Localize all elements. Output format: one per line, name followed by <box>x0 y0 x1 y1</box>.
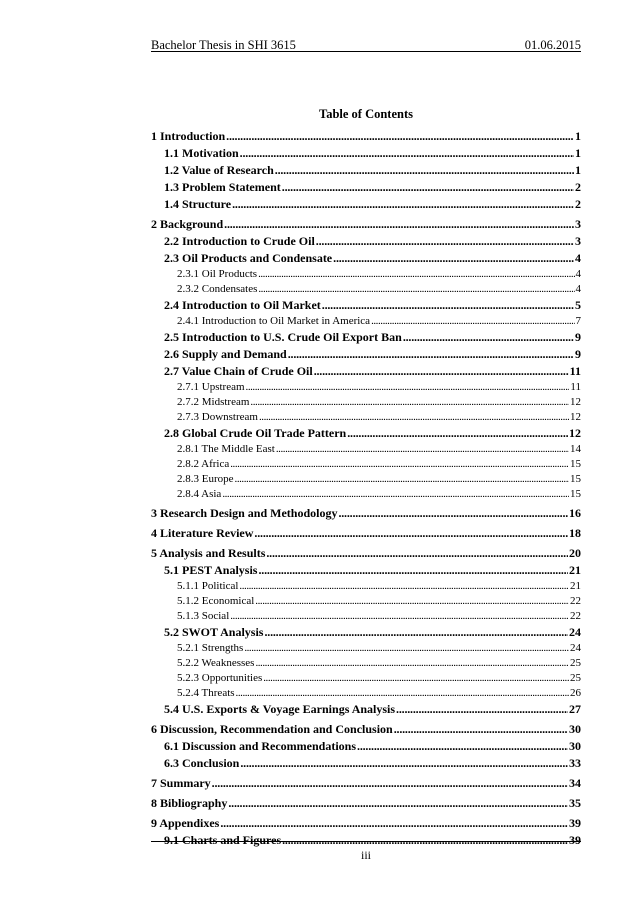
toc-dot-leader <box>396 701 568 718</box>
toc-dot-leader <box>394 721 568 738</box>
toc-entry[interactable] <box>151 701 581 718</box>
toc-dot-leader <box>276 442 569 457</box>
toc-entry[interactable] <box>151 346 581 363</box>
toc-entry-title: 5.2.3 Opportunities <box>177 672 263 684</box>
toc-entry-page: 22 <box>570 595 581 607</box>
toc-entry-page: 39 <box>569 816 581 830</box>
toc-entry-page: 9 <box>575 347 581 361</box>
toc-entry-title: 6.1 Discussion and Recommendations <box>164 739 357 753</box>
toc-entry-page: 15 <box>570 488 581 500</box>
toc-entry-page: 39 <box>569 833 581 847</box>
toc-entry[interactable] <box>151 425 581 442</box>
toc-entry-page: 11 <box>570 381 581 393</box>
toc-entry[interactable] <box>151 795 581 812</box>
toc-entry-title: 5.2.4 Threats <box>177 687 235 699</box>
toc-entry-title: 2.3.2 Condensates <box>177 283 258 295</box>
toc-dot-leader <box>259 410 569 425</box>
toc-entry-title: 6 Discussion, Recommendation and Conclusion <box>151 722 393 736</box>
toc-entry-title: 2.8.1 The Middle East <box>177 443 275 455</box>
toc-entry-page: 4 <box>575 268 581 280</box>
toc-entry-page: 2 <box>575 180 581 194</box>
toc-entry-title: 5.2.2 Weaknesses <box>177 657 255 669</box>
toc-entry-title: 2.5 Introduction to U.S. Crude Oil Export Ban <box>164 330 402 344</box>
toc-dot-leader <box>254 525 568 542</box>
toc-entry-page: 18 <box>569 526 581 540</box>
toc-entry-title: 6.3 Conclusion <box>164 756 240 770</box>
toc-entry[interactable] <box>151 525 581 542</box>
toc-entry-page: 26 <box>570 687 581 699</box>
toc-entry[interactable] <box>151 472 581 487</box>
toc-entry-page: 21 <box>569 563 581 577</box>
toc-entry-title: 2.8 Global Crude Oil Trade Pattern <box>164 426 347 440</box>
toc-entry-page: 21 <box>570 580 581 592</box>
toc-entry-page: 33 <box>569 756 581 770</box>
toc-entry[interactable] <box>151 297 581 314</box>
toc-dot-leader <box>220 815 568 832</box>
toc-entry-title: 8 Bibliography <box>151 796 228 810</box>
toc-entry-page: 16 <box>569 506 581 520</box>
toc-dot-leader <box>338 505 568 522</box>
toc-entry[interactable] <box>151 145 581 162</box>
toc-dot-leader <box>403 329 574 346</box>
toc-dot-leader <box>244 641 569 656</box>
toc-entry-page: 5 <box>575 298 581 312</box>
toc-entry-page: 4 <box>575 251 581 265</box>
toc-dot-leader <box>322 297 574 314</box>
toc-entry[interactable] <box>151 250 581 267</box>
toc-entry-title: 5 Analysis and Results <box>151 546 266 560</box>
toc-entry[interactable] <box>151 233 581 250</box>
toc-entry-title: 5.1 PEST Analysis <box>164 563 258 577</box>
page-number: iii <box>360 848 371 862</box>
toc-entry-title: 9 Appendixes <box>151 816 220 830</box>
toc-entry[interactable] <box>151 545 581 562</box>
toc-entry[interactable] <box>151 671 581 686</box>
toc-entry[interactable] <box>151 686 581 701</box>
toc-entry[interactable] <box>151 363 581 380</box>
toc-dot-leader <box>250 395 569 410</box>
toc-entry[interactable] <box>151 267 581 282</box>
toc-entry[interactable] <box>151 410 581 425</box>
toc-entry-page: 15 <box>570 473 581 485</box>
page-header <box>151 31 581 52</box>
toc-entry-page: 35 <box>569 796 581 810</box>
toc-entry[interactable] <box>151 624 581 641</box>
toc-entry-page: 14 <box>570 443 581 455</box>
toc-entry-title: 1.2 Value of Research <box>164 163 274 177</box>
toc-entry-page: 15 <box>570 458 581 470</box>
header-thesis-title: Bachelor Thesis in SHI 3615 <box>151 38 296 52</box>
toc-entry-page: 27 <box>569 702 581 716</box>
toc-dot-leader <box>240 145 574 162</box>
toc-entry[interactable] <box>151 721 581 738</box>
toc-dot-leader <box>212 775 568 792</box>
toc-entry[interactable] <box>151 314 581 329</box>
toc-entry-title: 5.2 SWOT Analysis <box>164 625 264 639</box>
toc-entry[interactable] <box>151 579 581 594</box>
toc-dot-leader <box>240 755 568 772</box>
toc-dot-leader <box>230 609 569 624</box>
toc-entry[interactable] <box>151 196 581 213</box>
toc-entry-title: 5.2.1 Strengths <box>177 642 244 654</box>
toc-entry[interactable] <box>151 505 581 522</box>
toc-entry-title: 5.1.1 Political <box>177 580 239 592</box>
toc-entry-page: 12 <box>570 396 581 408</box>
toc-entry-title: 3 Research Design and Methodology <box>151 506 338 520</box>
toc-entry-title: 2.3.1 Oil Products <box>177 268 258 280</box>
table-of-contents <box>151 128 581 849</box>
toc-entry-title: 2.7.1 Upstream <box>177 381 245 393</box>
toc-entry-title: 2.8.2 Africa <box>177 458 230 470</box>
toc-entry-page: 25 <box>570 672 581 684</box>
toc-entry-title: 2.7.3 Downstream <box>177 411 258 423</box>
toc-entry-title: 5.4 U.S. Exports & Voyage Earnings Analysis <box>164 702 396 716</box>
toc-dot-leader <box>222 487 569 502</box>
toc-entry-title: 2.2 Introduction to Crude Oil <box>164 234 315 248</box>
toc-entry-title: 1.1 Motivation <box>164 146 239 160</box>
toc-entry-title: 2.3 Oil Products and Condensate <box>164 251 333 265</box>
toc-entry-page: 9 <box>575 330 581 344</box>
toc-dot-leader <box>357 738 568 755</box>
toc-entry[interactable] <box>151 656 581 671</box>
toc-entry-title: 1.4 Structure <box>164 197 232 211</box>
toc-entry[interactable] <box>151 641 581 656</box>
toc-entry-title: 7 Summary <box>151 776 211 790</box>
toc-entry[interactable] <box>151 755 581 772</box>
toc-dot-leader <box>246 380 570 395</box>
toc-entry[interactable] <box>151 179 581 196</box>
toc-entry-page: 1 <box>575 129 581 143</box>
toc-dot-leader <box>275 162 574 179</box>
toc-entry[interactable] <box>151 487 581 502</box>
toc-entry[interactable] <box>151 442 581 457</box>
toc-dot-leader <box>236 686 569 701</box>
toc-dot-leader <box>239 579 569 594</box>
toc-entry-page: 20 <box>569 546 581 560</box>
toc-entry-page: 1 <box>575 163 581 177</box>
toc-entry[interactable] <box>151 380 581 395</box>
toc-entry[interactable] <box>151 282 581 297</box>
toc-entry-title: 1 Introduction <box>151 129 226 143</box>
toc-entry[interactable] <box>151 738 581 755</box>
toc-dot-leader <box>264 624 568 641</box>
toc-dot-leader <box>314 363 569 380</box>
toc-entry[interactable] <box>151 329 581 346</box>
toc-entry-page: 11 <box>569 364 581 378</box>
toc-entry-title: 2.6 Supply and Demand <box>164 347 287 361</box>
toc-dot-leader <box>224 216 574 233</box>
toc-entry[interactable] <box>151 457 581 472</box>
toc-entry-page: 3 <box>575 217 581 231</box>
toc-dot-leader <box>347 425 568 442</box>
toc-entry-page: 30 <box>569 722 581 736</box>
toc-title: Table of Contents <box>319 107 413 121</box>
toc-entry[interactable] <box>151 775 581 792</box>
toc-entry-page: 24 <box>569 625 581 639</box>
toc-entry-page: 12 <box>570 411 581 423</box>
toc-dot-leader <box>258 282 574 297</box>
toc-entry-title: 2 Background <box>151 217 224 231</box>
toc-dot-leader <box>371 314 574 329</box>
toc-entry-page: 3 <box>575 234 581 248</box>
toc-entry-page: 7 <box>575 315 581 327</box>
toc-entry-title: 2.8.4 Asia <box>177 488 222 500</box>
toc-entry-page: 22 <box>570 610 581 622</box>
toc-entry-page: 30 <box>569 739 581 753</box>
toc-dot-leader <box>255 594 569 609</box>
toc-dot-leader <box>333 250 574 267</box>
toc-entry-title: 4 Literature Review <box>151 526 254 540</box>
toc-entry-page: 1 <box>575 146 581 160</box>
toc-entry[interactable] <box>151 395 581 410</box>
toc-dot-leader <box>288 346 574 363</box>
toc-entry-page: 12 <box>569 426 581 440</box>
toc-dot-leader <box>316 233 574 250</box>
page-footer <box>151 841 581 863</box>
toc-entry-page: 34 <box>569 776 581 790</box>
toc-entry[interactable] <box>151 562 581 579</box>
toc-entry-page: 25 <box>570 657 581 669</box>
toc-entry[interactable] <box>151 594 581 609</box>
toc-entry-title: 5.1.2 Economical <box>177 595 255 607</box>
toc-dot-leader <box>235 472 569 487</box>
toc-entry[interactable] <box>151 609 581 624</box>
toc-entry[interactable] <box>151 128 581 145</box>
toc-dot-leader <box>263 671 569 686</box>
toc-dot-leader <box>232 196 574 213</box>
toc-dot-leader <box>282 179 574 196</box>
toc-entry-page: 2 <box>575 197 581 211</box>
toc-entry-title: 2.4 Introduction to Oil Market <box>164 298 321 312</box>
toc-entry-title: 2.7.2 Midstream <box>177 396 250 408</box>
toc-entry-title: 2.8.3 Europe <box>177 473 234 485</box>
toc-entry-title: 5.1.3 Social <box>177 610 230 622</box>
toc-dot-leader <box>230 457 569 472</box>
toc-entry[interactable] <box>151 162 581 179</box>
toc-entry-page: 4 <box>575 283 581 295</box>
toc-entry-title: 9.1 Charts and Figures <box>164 833 282 847</box>
toc-dot-leader <box>226 128 574 145</box>
toc-entry-page: 24 <box>570 642 581 654</box>
toc-dot-leader <box>228 795 568 812</box>
toc-dot-leader <box>255 656 569 671</box>
header-date: 01.06.2015 <box>524 38 581 52</box>
toc-entry-title: 2.7 Value Chain of Crude Oil <box>164 364 313 378</box>
toc-entry-title: 2.4.1 Introduction to Oil Market in America <box>177 315 371 327</box>
toc-entry[interactable] <box>151 216 581 233</box>
toc-dot-leader <box>258 267 574 282</box>
toc-dot-leader <box>266 545 568 562</box>
toc-entry-title: 1.3 Problem Statement <box>164 180 281 194</box>
toc-dot-leader <box>258 562 568 579</box>
toc-entry[interactable] <box>151 815 581 832</box>
